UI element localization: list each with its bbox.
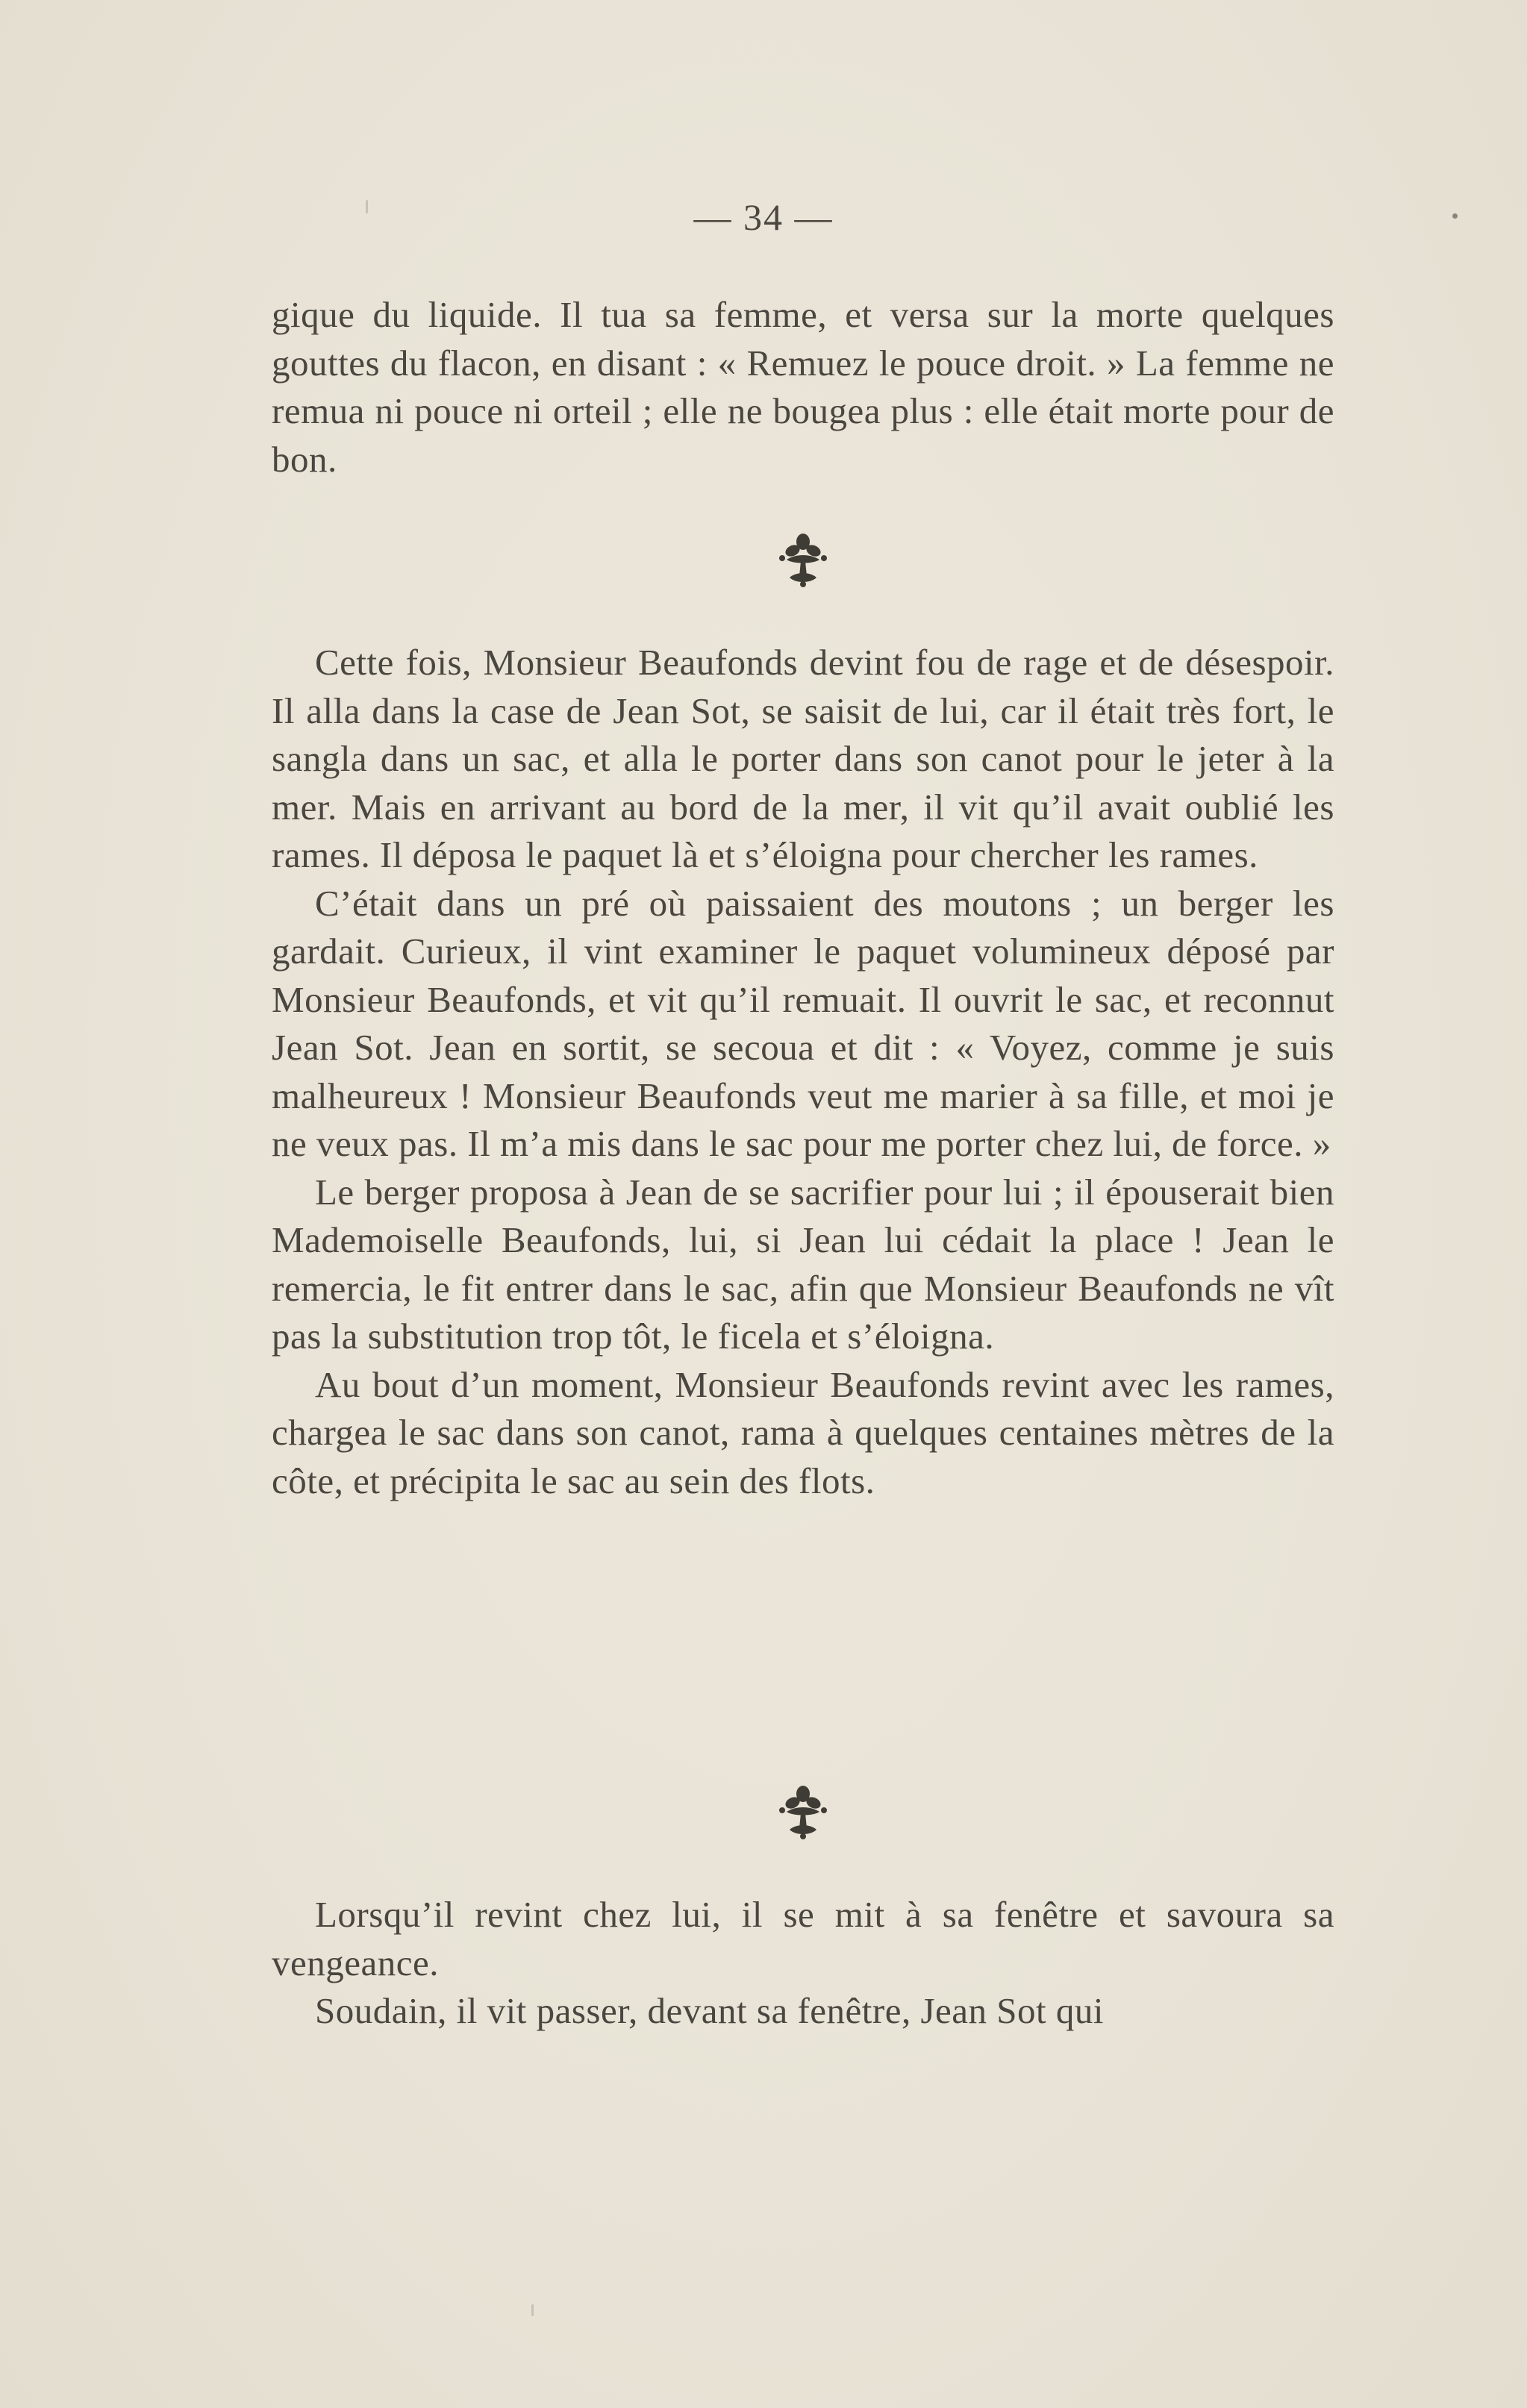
paper-speck <box>1452 213 1458 219</box>
paragraph: Au bout d’un moment, Monsieur Beaufonds revint avec les rames, chargea le sac dans son canot, rama à quelques centaines mètres de la côte, et précipita le sac au sein des flots. <box>272 1363 1334 1501</box>
paragraph: Le berger proposa à Jean de se sacrifier pour lui ; il épouserait bien Mademoiselle Beaufonds, lui, si Jean lui cédait la place ! Jean le remercia, le fit entrer dans le sac, afin que Monsieur Beaufonds ne vît pas la substitution trop tôt, le ficela et s’éloigna. <box>272 1171 1334 1357</box>
paragraph: gique du liquide. Il tua sa femme, et versa sur la morte quelques gouttes du flacon, en disant : « Remuez le pouce droit. » La femme ne remua ni pouce ni orteil ; elle ne bougea plus : elle était morte pour de bon. <box>272 294 1334 480</box>
paragraph: Soudain, il vit passer, devant sa fenêtre, Jean Sot qui <box>315 1990 1105 2031</box>
paragraph-group-end <box>272 1891 1334 2036</box>
page-number: — 34 — <box>693 196 834 238</box>
paragraph-group-middle <box>272 639 1334 1505</box>
paragraph: Lorsqu’il revint chez lui, il se mit à sa fenêtre et savoura sa vengeance. <box>272 1894 1334 1983</box>
paper-speck <box>366 200 368 213</box>
paragraph-group-intro <box>272 291 1334 484</box>
fleuron-ornament-icon <box>776 531 830 588</box>
paper-speck <box>531 2304 534 2316</box>
paragraph: C’était dans un pré où paissaient des moutons ; un berger les gardait. Curieux, il vint examiner le paquet volumineux déposé par Monsieur Beaufonds, et vit qu’il remuait. Il ouvrit le sac, et reconnut Jean Sot. Jean en sortit, se secoua et dit : « Voyez, comme je suis malheureux ! Monsieur Beaufonds veut me marier à sa fille, et moi je ne veux pas. Il m’a mis dans le sac pour me porter chez lui, de force. » <box>272 882 1334 1164</box>
paragraph: Cette fois, Monsieur Beaufonds devint fou de rage et de désespoir. Il alla dans la case de Jean Sot, se saisit de lui, car il était très fort, le sangla dans un sac, et alla le porter dans son canot pour le jeter à la mer. Mais en arrivant au bord de la mer, il vit qu’il avait oublié les rames. Il déposa le paquet là et s’éloigna pour chercher les rames. <box>272 642 1334 875</box>
fleuron-ornament-icon <box>776 1783 830 1840</box>
